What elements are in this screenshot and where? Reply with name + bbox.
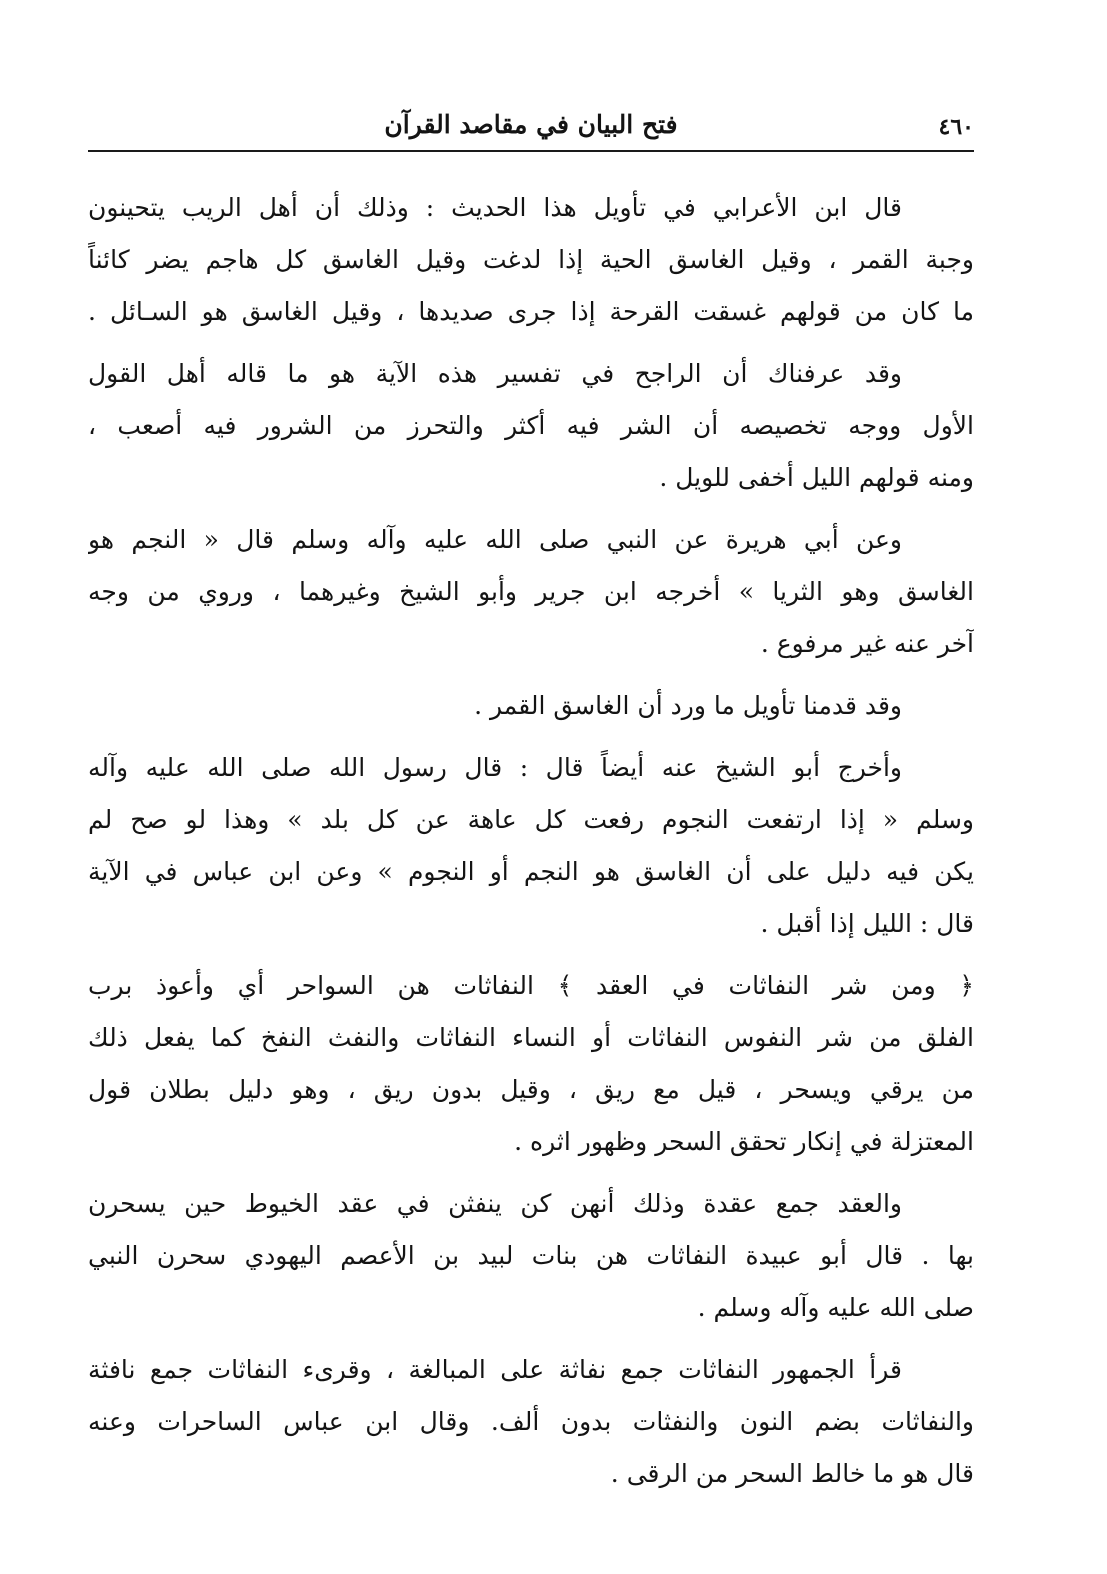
paragraph [88,960,974,1168]
text-line: الفلق من شر النفوس النفاثات أو النساء النفاثات والنفث النفخ كما يفعل ذلك [88,1023,974,1052]
paragraph [88,348,974,504]
page-body [88,182,974,1510]
text-line: وأخرج أبو الشيخ عنه أيضاً قال : قال رسول الله صلى الله عليه وآله [88,753,902,782]
text-line: ومنه قولهم الليل أخفى للويل . [659,463,974,492]
text-line: من يرقي ويسحر ، قيل مع ريق ، وقيل بدون ريق ، وهو دليل بطلان قول [88,1075,974,1104]
text-line: قال : الليل إذا أقبل . [760,909,974,938]
text-line: يكن فيه دليل على أن الغاسق هو النجم أو النجوم » وعن ابن عباس في الآية [88,857,974,886]
text-line: وجبة القمر ، وقيل الغاسق الحية إذا لدغت وقيل الغاسق كل هاجم يضر كائناً [88,245,974,274]
text-line: قال هو ما خالط السحر من الرقى . [610,1459,974,1488]
text-line: قرأ الجمهور النفاثات جمع نفاثة على المبالغة ، وقرىء النفاثات جمع نافثة [88,1355,902,1384]
running-title: فتح البيان في مقاصد القرآن [384,110,678,139]
text-line: بها . قال أبو عبيدة النفاثات هن بنات لبيد بن الأعصم اليهودي سحرن النبي [88,1241,974,1270]
page-header [88,106,974,150]
paragraph [88,680,974,732]
header-divider [88,150,974,152]
text-line: والعقد جمع عقدة وذلك أنهن كن ينفثن في عقد الخيوط حين يسحرن [88,1189,902,1218]
page-number: ٤٦٠ [938,114,974,140]
text-line: ﴿ ومن شر النفاثات في العقد ﴾ النفاثات هن السواحر أي وأعوذ برب [88,971,974,1000]
paragraph [88,1178,974,1334]
text-line: الغاسق وهو الثريا » أخرجه ابن جرير وأبو الشيخ وغيرهما ، وروي من وجه [88,577,974,606]
text-line: وقد قدمنا تأويل ما ورد أن الغاسق القمر . [474,691,902,720]
paragraph [88,1344,974,1500]
text-line: آخر عنه غير مرفوع . [760,629,974,658]
text-line: المعتزلة في إنكار تحقق السحر وظهور اثره . [514,1127,974,1156]
text-line: صلى الله عليه وآله وسلم . [697,1293,974,1322]
paragraph [88,182,974,338]
text-line: ما كان من قولهم غسقت القرحة إذا جرى صديدها ، وقيل الغاسق هو السـائل . [88,297,974,326]
text-line: وسلم « إذا ارتفعت النجوم رفعت كل عاهة عن كل بلد » وهذا لو صح لم [88,805,974,834]
text-line: وعن أبي هريرة عن النبي صلى الله عليه وآله وسلم قال « النجم هو [88,525,902,554]
text-line: والنفاثات بضم النون والنفثات بدون ألف. وقال ابن عباس الساحرات وعنه [88,1407,974,1436]
paragraph [88,742,974,950]
text-line: وقد عرفناك أن الراجح في تفسير هذه الآية هو ما قاله أهل القول [88,359,902,388]
paragraph [88,514,974,670]
text-line: قال ابن الأعرابي في تأويل هذا الحديث : وذلك أن أهل الريب يتحينون [88,193,902,222]
text-line: الأول ووجه تخصيصه أن الشر فيه أكثر والتحرز من الشرور فيه أصعب ، [88,411,974,440]
